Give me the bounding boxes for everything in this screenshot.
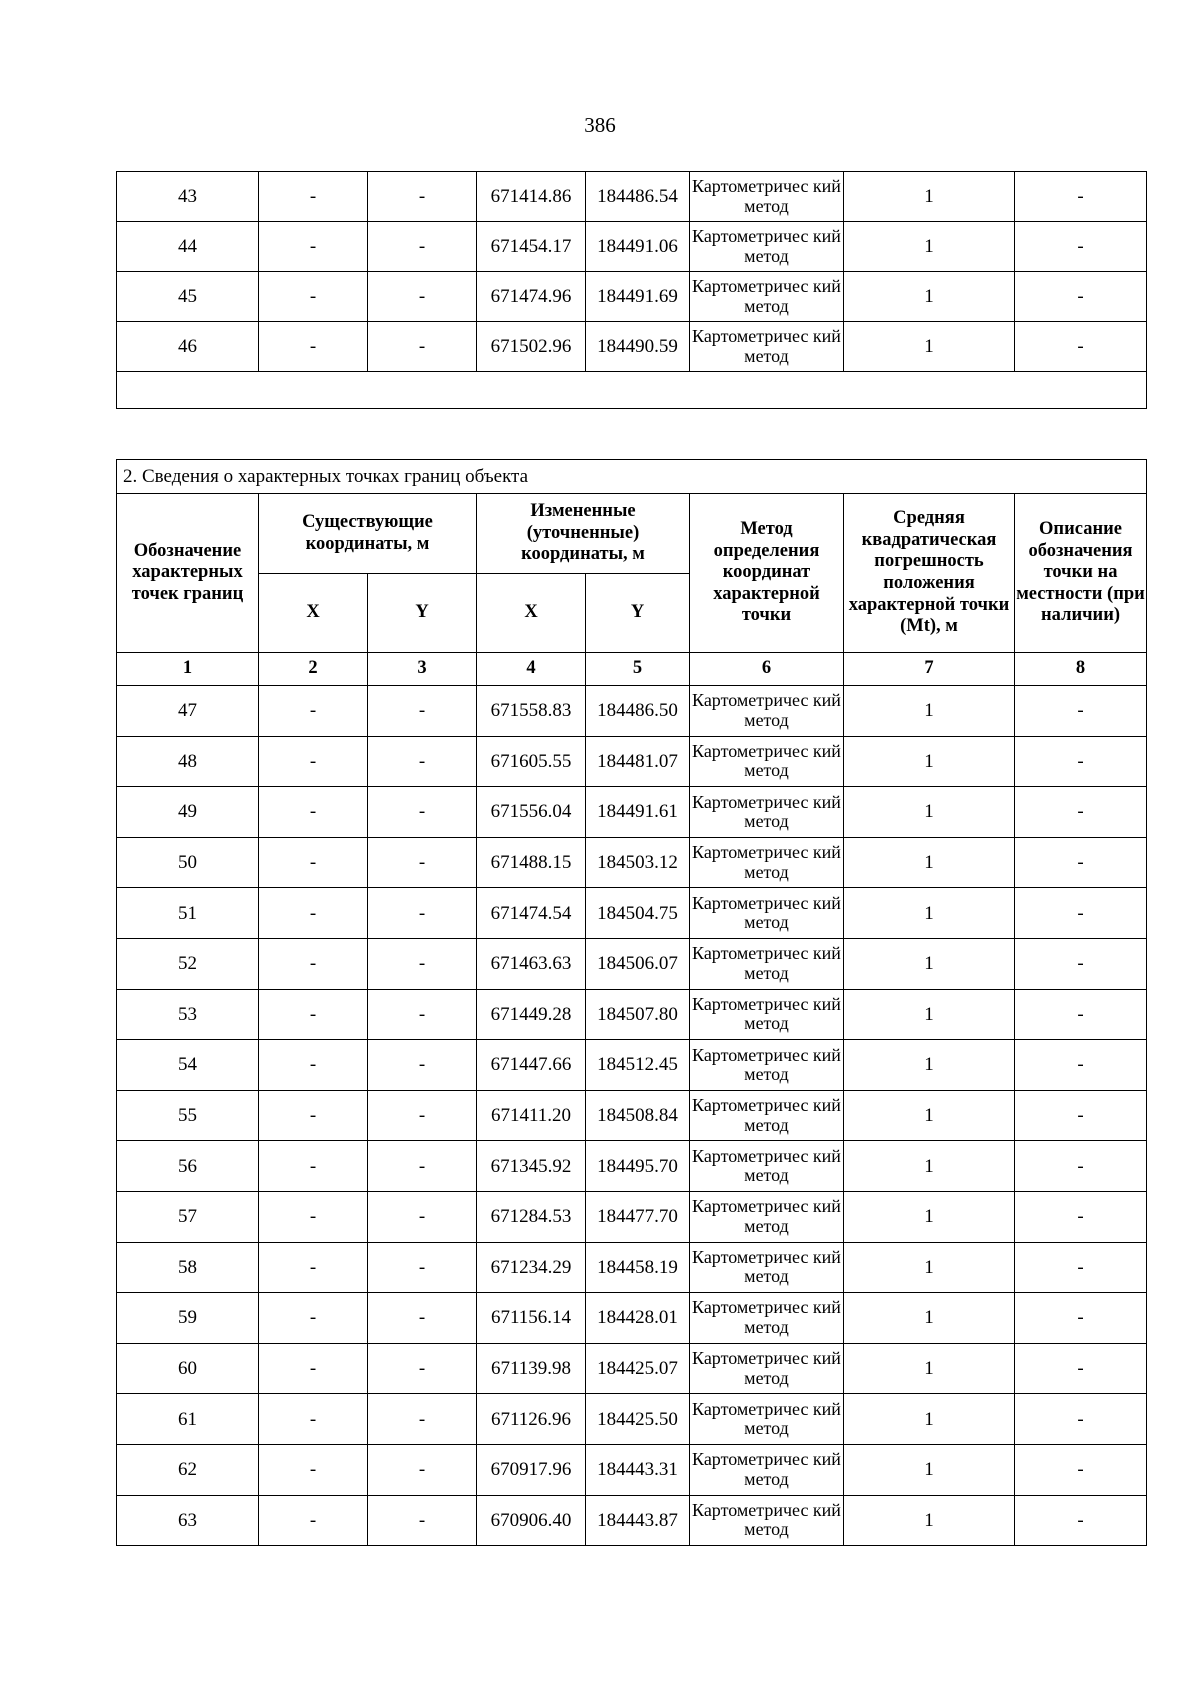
- table-row: [117, 989, 1147, 1040]
- column-numbers-row: [117, 653, 1147, 686]
- table-row: [117, 1444, 1147, 1495]
- existing-y-cell: -: [368, 989, 477, 1040]
- existing-y-cell: -: [368, 1293, 477, 1344]
- existing-x-cell: -: [259, 1040, 368, 1091]
- table-row: [117, 1141, 1147, 1192]
- changed-x-cell: 671126.96: [477, 1394, 586, 1445]
- table-row: [117, 736, 1147, 787]
- method-cell: Картометричес кий метод: [690, 222, 844, 272]
- mean-error-cell: 1: [844, 1242, 1015, 1293]
- header-description: Описание обозначения точки на местности (при наличии): [1015, 494, 1147, 653]
- method-cell: Картометричес кий метод: [690, 1242, 844, 1293]
- mean-error-cell: 1: [844, 1040, 1015, 1091]
- point-number-cell: 45: [117, 272, 259, 322]
- changed-y-cell: 184507.80: [586, 989, 690, 1040]
- existing-x-cell: -: [259, 1141, 368, 1192]
- header-changed-y: Y: [586, 574, 690, 653]
- continuation-table: [116, 171, 1147, 409]
- table-row: [117, 1242, 1147, 1293]
- table-row: [117, 1191, 1147, 1242]
- table-row: [117, 272, 1147, 322]
- changed-y-cell: 184512.45: [586, 1040, 690, 1091]
- empty-row: [117, 372, 1147, 409]
- table-row: [117, 172, 1147, 222]
- table-row: [117, 1293, 1147, 1344]
- point-number-cell: 46: [117, 322, 259, 372]
- description-cell: -: [1015, 837, 1147, 888]
- point-number-cell: 49: [117, 787, 259, 838]
- existing-x-cell: -: [259, 736, 368, 787]
- changed-x-cell: 671474.54: [477, 888, 586, 939]
- changed-x-cell: 671558.83: [477, 686, 586, 737]
- description-cell: -: [1015, 172, 1147, 222]
- description-cell: -: [1015, 1343, 1147, 1394]
- column-number: 3: [368, 653, 477, 686]
- changed-x-cell: 670917.96: [477, 1444, 586, 1495]
- point-number-cell: 58: [117, 1242, 259, 1293]
- existing-y-cell: -: [368, 1040, 477, 1091]
- mean-error-cell: 1: [844, 322, 1015, 372]
- changed-y-cell: 184503.12: [586, 837, 690, 888]
- description-cell: -: [1015, 686, 1147, 737]
- point-number-cell: 59: [117, 1293, 259, 1344]
- table-row: [117, 222, 1147, 272]
- existing-y-cell: -: [368, 272, 477, 322]
- table-row: [117, 1495, 1147, 1546]
- point-number-cell: 51: [117, 888, 259, 939]
- existing-y-cell: -: [368, 322, 477, 372]
- mean-error-cell: 1: [844, 989, 1015, 1040]
- mean-error-cell: 1: [844, 736, 1015, 787]
- table-row: [117, 938, 1147, 989]
- mean-error-cell: 1: [844, 837, 1015, 888]
- existing-x-cell: -: [259, 222, 368, 272]
- existing-y-cell: -: [368, 888, 477, 939]
- point-number-cell: 44: [117, 222, 259, 272]
- column-number: 7: [844, 653, 1015, 686]
- header-existing-coordinates: Существующие координаты, м: [259, 494, 477, 574]
- changed-x-cell: 671556.04: [477, 787, 586, 838]
- description-cell: -: [1015, 1191, 1147, 1242]
- description-cell: -: [1015, 938, 1147, 989]
- mean-error-cell: 1: [844, 272, 1015, 322]
- point-number-cell: 48: [117, 736, 259, 787]
- mean-error-cell: 1: [844, 1444, 1015, 1495]
- header-existing-x: X: [259, 574, 368, 653]
- changed-x-cell: 671284.53: [477, 1191, 586, 1242]
- existing-x-cell: -: [259, 837, 368, 888]
- table-caption: 2. Сведения о характерных точках границ объекта: [117, 460, 1147, 494]
- method-cell: Картометричес кий метод: [690, 1141, 844, 1192]
- method-cell: Картометричес кий метод: [690, 888, 844, 939]
- point-number-cell: 54: [117, 1040, 259, 1091]
- changed-y-cell: 184491.06: [586, 222, 690, 272]
- existing-x-cell: -: [259, 938, 368, 989]
- changed-y-cell: 184508.84: [586, 1090, 690, 1141]
- header-mean-error: Средняя квадратическая погрешность положения характерной точки (Mt), м: [844, 494, 1015, 653]
- method-cell: Картометричес кий метод: [690, 736, 844, 787]
- description-cell: -: [1015, 1293, 1147, 1344]
- method-cell: Картометричес кий метод: [690, 1191, 844, 1242]
- method-cell: Картометричес кий метод: [690, 172, 844, 222]
- existing-y-cell: -: [368, 222, 477, 272]
- method-cell: Картометричес кий метод: [690, 686, 844, 737]
- description-cell: -: [1015, 1242, 1147, 1293]
- existing-x-cell: -: [259, 1343, 368, 1394]
- changed-x-cell: 671449.28: [477, 989, 586, 1040]
- description-cell: -: [1015, 1141, 1147, 1192]
- column-number: 2: [259, 653, 368, 686]
- table-row: [117, 322, 1147, 372]
- description-cell: -: [1015, 1495, 1147, 1546]
- existing-y-cell: -: [368, 938, 477, 989]
- mean-error-cell: 1: [844, 1394, 1015, 1445]
- method-cell: Картометричес кий метод: [690, 1394, 844, 1445]
- changed-y-cell: 184428.01: [586, 1293, 690, 1344]
- existing-x-cell: -: [259, 686, 368, 737]
- existing-y-cell: -: [368, 1444, 477, 1495]
- mean-error-cell: 1: [844, 938, 1015, 989]
- existing-y-cell: -: [368, 837, 477, 888]
- column-number: 6: [690, 653, 844, 686]
- existing-x-cell: -: [259, 787, 368, 838]
- changed-y-cell: 184490.59: [586, 322, 690, 372]
- changed-y-cell: 184486.54: [586, 172, 690, 222]
- existing-x-cell: -: [259, 1242, 368, 1293]
- changed-y-cell: 184425.07: [586, 1343, 690, 1394]
- changed-y-cell: 184491.69: [586, 272, 690, 322]
- changed-x-cell: 670906.40: [477, 1495, 586, 1546]
- point-number-cell: 62: [117, 1444, 259, 1495]
- table-row: [117, 787, 1147, 838]
- point-number-cell: 43: [117, 172, 259, 222]
- table-row: [117, 1090, 1147, 1141]
- existing-x-cell: -: [259, 989, 368, 1040]
- existing-y-cell: -: [368, 1394, 477, 1445]
- changed-x-cell: 671156.14: [477, 1293, 586, 1344]
- existing-y-cell: -: [368, 1141, 477, 1192]
- changed-x-cell: 671463.63: [477, 938, 586, 989]
- description-cell: -: [1015, 787, 1147, 838]
- description-cell: -: [1015, 322, 1147, 372]
- table-row: [117, 1394, 1147, 1445]
- mean-error-cell: 1: [844, 686, 1015, 737]
- boundary-points-table-body: [117, 686, 1147, 1546]
- method-cell: Картометричес кий метод: [690, 837, 844, 888]
- changed-y-cell: 184458.19: [586, 1242, 690, 1293]
- point-number-cell: 60: [117, 1343, 259, 1394]
- point-number-cell: 50: [117, 837, 259, 888]
- description-cell: -: [1015, 888, 1147, 939]
- header-method: Метод определения координат характерной точки: [690, 494, 844, 653]
- changed-x-cell: 671414.86: [477, 172, 586, 222]
- changed-y-cell: 184504.75: [586, 888, 690, 939]
- changed-x-cell: 671345.92: [477, 1141, 586, 1192]
- changed-x-cell: 671502.96: [477, 322, 586, 372]
- existing-x-cell: -: [259, 172, 368, 222]
- existing-y-cell: -: [368, 1242, 477, 1293]
- description-cell: -: [1015, 222, 1147, 272]
- table-row: [117, 1343, 1147, 1394]
- existing-x-cell: -: [259, 1495, 368, 1546]
- method-cell: Картометричес кий метод: [690, 1040, 844, 1091]
- point-number-cell: 63: [117, 1495, 259, 1546]
- changed-y-cell: 184486.50: [586, 686, 690, 737]
- point-number-cell: 52: [117, 938, 259, 989]
- method-cell: Картометричес кий метод: [690, 787, 844, 838]
- existing-y-cell: -: [368, 1090, 477, 1141]
- table-row: [117, 1040, 1147, 1091]
- description-cell: -: [1015, 989, 1147, 1040]
- description-cell: -: [1015, 1090, 1147, 1141]
- description-cell: -: [1015, 1444, 1147, 1495]
- existing-y-cell: -: [368, 172, 477, 222]
- changed-x-cell: 671474.96: [477, 272, 586, 322]
- existing-y-cell: -: [368, 787, 477, 838]
- point-number-cell: 47: [117, 686, 259, 737]
- mean-error-cell: 1: [844, 1293, 1015, 1344]
- header-existing-y: Y: [368, 574, 477, 653]
- existing-y-cell: -: [368, 686, 477, 737]
- continuation-table-body: [117, 172, 1147, 409]
- method-cell: Картометричес кий метод: [690, 1293, 844, 1344]
- mean-error-cell: 1: [844, 1191, 1015, 1242]
- existing-x-cell: -: [259, 1444, 368, 1495]
- existing-y-cell: -: [368, 1495, 477, 1546]
- method-cell: Картометричес кий метод: [690, 938, 844, 989]
- method-cell: Картометричес кий метод: [690, 989, 844, 1040]
- changed-y-cell: 184443.31: [586, 1444, 690, 1495]
- method-cell: Картометричес кий метод: [690, 1090, 844, 1141]
- changed-x-cell: 671605.55: [477, 736, 586, 787]
- point-number-cell: 53: [117, 989, 259, 1040]
- changed-x-cell: 671411.20: [477, 1090, 586, 1141]
- existing-x-cell: -: [259, 322, 368, 372]
- description-cell: -: [1015, 736, 1147, 787]
- existing-x-cell: -: [259, 1293, 368, 1344]
- changed-y-cell: 184481.07: [586, 736, 690, 787]
- method-cell: Картометричес кий метод: [690, 1444, 844, 1495]
- column-number: 5: [586, 653, 690, 686]
- point-number-cell: 55: [117, 1090, 259, 1141]
- empty-cell: [117, 372, 1147, 409]
- method-cell: Картометричес кий метод: [690, 1495, 844, 1546]
- description-cell: -: [1015, 1394, 1147, 1445]
- changed-y-cell: 184506.07: [586, 938, 690, 989]
- column-number: 1: [117, 653, 259, 686]
- mean-error-cell: 1: [844, 1495, 1015, 1546]
- changed-y-cell: 184495.70: [586, 1141, 690, 1192]
- mean-error-cell: 1: [844, 1343, 1015, 1394]
- existing-y-cell: -: [368, 1343, 477, 1394]
- changed-y-cell: 184443.87: [586, 1495, 690, 1546]
- point-number-cell: 61: [117, 1394, 259, 1445]
- point-number-cell: 56: [117, 1141, 259, 1192]
- column-number: 8: [1015, 653, 1147, 686]
- changed-x-cell: 671234.29: [477, 1242, 586, 1293]
- existing-y-cell: -: [368, 736, 477, 787]
- changed-x-cell: 671447.66: [477, 1040, 586, 1091]
- changed-y-cell: 184425.50: [586, 1394, 690, 1445]
- boundary-points-table: [116, 459, 1147, 1546]
- existing-x-cell: -: [259, 888, 368, 939]
- mean-error-cell: 1: [844, 1090, 1015, 1141]
- changed-x-cell: 671139.98: [477, 1343, 586, 1394]
- header-changed-coordinates: Измененные (уточненные) координаты, м: [477, 494, 690, 574]
- changed-y-cell: 184491.61: [586, 787, 690, 838]
- mean-error-cell: 1: [844, 172, 1015, 222]
- existing-y-cell: -: [368, 1191, 477, 1242]
- existing-x-cell: -: [259, 1394, 368, 1445]
- existing-x-cell: -: [259, 1191, 368, 1242]
- existing-x-cell: -: [259, 272, 368, 322]
- method-cell: Картометричес кий метод: [690, 322, 844, 372]
- point-number-cell: 57: [117, 1191, 259, 1242]
- mean-error-cell: 1: [844, 787, 1015, 838]
- existing-x-cell: -: [259, 1090, 368, 1141]
- table-row: [117, 888, 1147, 939]
- method-cell: Картометричес кий метод: [690, 1343, 844, 1394]
- table-row: [117, 686, 1147, 737]
- column-number: 4: [477, 653, 586, 686]
- mean-error-cell: 1: [844, 888, 1015, 939]
- changed-x-cell: 671488.15: [477, 837, 586, 888]
- mean-error-cell: 1: [844, 222, 1015, 272]
- page-number: 386: [584, 113, 616, 137]
- header-changed-x: X: [477, 574, 586, 653]
- description-cell: -: [1015, 272, 1147, 322]
- table-row: [117, 837, 1147, 888]
- changed-x-cell: 671454.17: [477, 222, 586, 272]
- description-cell: -: [1015, 1040, 1147, 1091]
- mean-error-cell: 1: [844, 1141, 1015, 1192]
- changed-y-cell: 184477.70: [586, 1191, 690, 1242]
- header-point-designation: Обозначение характерных точек границ: [117, 494, 259, 653]
- method-cell: Картометричес кий метод: [690, 272, 844, 322]
